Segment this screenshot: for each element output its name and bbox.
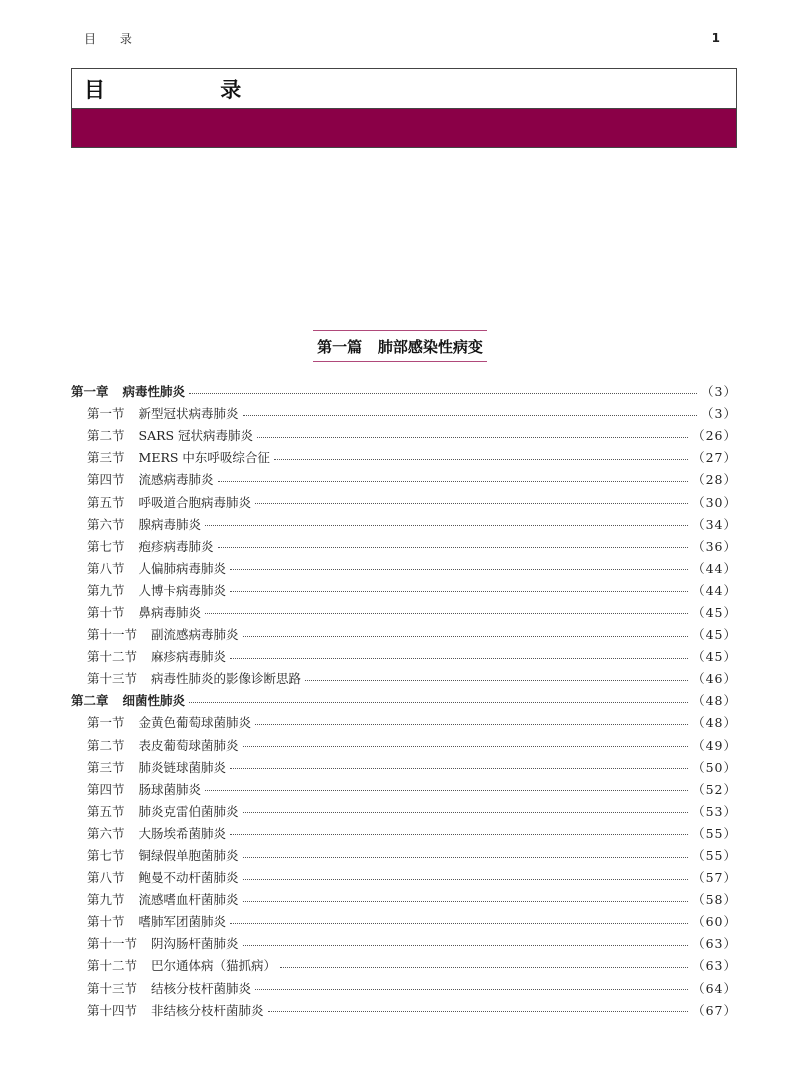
dot-leader bbox=[189, 393, 697, 394]
toc-entry-title: 流感病毒肺炎 bbox=[138, 472, 214, 488]
toc-entry-page: （63） bbox=[692, 958, 737, 974]
toc-entry-title: 病毒性肺炎 bbox=[122, 384, 186, 400]
toc-entry-number: 第一章 bbox=[71, 384, 109, 400]
toc-section-entry[interactable] bbox=[71, 468, 737, 490]
dot-leader bbox=[243, 812, 689, 813]
toc-entry-title: 呼吸道合胞病毒肺炎 bbox=[138, 494, 252, 510]
toc-entry-title: 细菌性肺炎 bbox=[122, 693, 186, 709]
title-row bbox=[72, 69, 736, 109]
part-heading bbox=[0, 330, 800, 362]
toc-entry-title: 巴尔通体病（猫抓病） bbox=[151, 958, 277, 974]
toc-entry-number: 第十二节 bbox=[87, 958, 138, 974]
toc-entry-title: 肺炎克雷伯菌肺炎 bbox=[138, 803, 239, 819]
toc-entry-page: （3） bbox=[701, 384, 737, 400]
toc-entry-page: （50） bbox=[692, 759, 737, 775]
dot-leader bbox=[243, 636, 689, 637]
toc-entry-number: 第三节 bbox=[87, 759, 125, 775]
toc-entry-title: 病毒性肺炎的影像诊断思路 bbox=[151, 671, 302, 687]
toc-chapter-entry[interactable] bbox=[71, 380, 737, 402]
toc-entry-number: 第六节 bbox=[87, 516, 125, 532]
toc-entry-title: 疱疹病毒肺炎 bbox=[138, 538, 214, 554]
dot-leader bbox=[255, 989, 688, 990]
dot-leader bbox=[218, 481, 689, 482]
toc-section-entry[interactable] bbox=[71, 954, 737, 976]
dot-leader bbox=[205, 790, 688, 791]
toc-section-entry[interactable] bbox=[71, 756, 737, 778]
toc-entry-page: （67） bbox=[692, 1002, 737, 1018]
toc-entry-page: （3） bbox=[701, 406, 737, 422]
toc-entry-title: 肺炎链球菌肺炎 bbox=[138, 759, 227, 775]
toc-entry-page: （46） bbox=[692, 671, 737, 687]
toc-entry-page: （60） bbox=[692, 914, 737, 930]
toc-entry-number: 第七节 bbox=[87, 538, 125, 554]
toc-entry-title: 麻疹病毒肺炎 bbox=[151, 649, 227, 665]
accent-bar bbox=[72, 109, 736, 147]
dot-leader bbox=[255, 503, 688, 504]
part-heading-box bbox=[313, 330, 487, 362]
toc-entry-number: 第十节 bbox=[87, 604, 125, 620]
toc-section-entry[interactable] bbox=[71, 623, 737, 645]
toc-section-entry[interactable] bbox=[71, 557, 737, 579]
toc-section-entry[interactable] bbox=[71, 645, 737, 667]
toc-section-entry[interactable] bbox=[71, 402, 737, 424]
toc-entry-number: 第一节 bbox=[87, 406, 125, 422]
toc-section-entry[interactable] bbox=[71, 778, 737, 800]
dot-leader bbox=[230, 768, 688, 769]
toc-entry-page: （44） bbox=[692, 560, 737, 576]
toc-entry-title: 非结核分枝杆菌肺炎 bbox=[151, 1002, 264, 1018]
toc-entry-page: （49） bbox=[692, 737, 737, 753]
dot-leader bbox=[230, 569, 688, 570]
toc-entry-title: SARS 冠状病毒肺炎 bbox=[138, 428, 254, 444]
toc-section-entry[interactable] bbox=[71, 711, 737, 733]
toc-entry-number: 第三节 bbox=[87, 450, 125, 466]
toc-entry-page: （27） bbox=[692, 450, 737, 466]
toc-entry-title: 大肠埃希菌肺炎 bbox=[138, 825, 227, 841]
toc-section-entry[interactable] bbox=[71, 513, 737, 535]
toc-entry-number: 第二章 bbox=[71, 693, 109, 709]
toc-section-entry[interactable] bbox=[71, 424, 737, 446]
toc-entry-title: 人偏肺病毒肺炎 bbox=[138, 560, 227, 576]
toc-entry-title: 腺病毒肺炎 bbox=[138, 516, 202, 532]
dot-leader bbox=[205, 613, 688, 614]
toc-entry-title: 副流感病毒肺炎 bbox=[151, 627, 239, 643]
toc-entry-page: （26） bbox=[692, 428, 737, 444]
toc-entry-number: 第四节 bbox=[87, 781, 125, 797]
dot-leader bbox=[243, 945, 689, 946]
toc-entry-page: （45） bbox=[692, 604, 737, 620]
toc-entry-number: 第十一节 bbox=[87, 936, 138, 952]
toc-entry-page: （45） bbox=[692, 649, 737, 665]
toc-entry-number: 第十三节 bbox=[87, 980, 138, 996]
toc-section-entry[interactable] bbox=[71, 446, 737, 468]
toc-entry-page: （48） bbox=[692, 715, 737, 731]
toc-section-entry[interactable] bbox=[71, 535, 737, 557]
toc-section-entry[interactable] bbox=[71, 822, 737, 844]
toc-entry-number: 第九节 bbox=[87, 892, 125, 908]
dot-leader bbox=[243, 415, 698, 416]
part-label: 第一篇 bbox=[317, 338, 363, 356]
dot-leader bbox=[257, 437, 688, 438]
toc-entry-page: （36） bbox=[692, 538, 737, 554]
toc-entry-number: 第八节 bbox=[87, 870, 125, 886]
dot-leader bbox=[243, 879, 689, 880]
page-title: 目 录 bbox=[84, 77, 296, 102]
dot-leader bbox=[274, 459, 688, 460]
toc-entry-number: 第十四节 bbox=[87, 1002, 138, 1018]
toc-entry-number: 第四节 bbox=[87, 472, 125, 488]
dot-leader bbox=[243, 901, 689, 902]
toc-entry-number: 第五节 bbox=[87, 803, 125, 819]
toc-entry-title: 肠球菌肺炎 bbox=[138, 781, 202, 797]
toc-entry-title: 铜绿假单胞菌肺炎 bbox=[138, 848, 239, 864]
toc-entry-number: 第二节 bbox=[87, 737, 125, 753]
toc-section-entry[interactable] bbox=[71, 866, 737, 888]
toc-section-entry[interactable] bbox=[71, 601, 737, 623]
toc-entry-page: （44） bbox=[692, 582, 737, 598]
toc-entry-title: 表皮葡萄球菌肺炎 bbox=[138, 737, 239, 753]
toc-entry-page: （53） bbox=[692, 803, 737, 819]
toc-entry-page: （58） bbox=[692, 892, 737, 908]
toc-entry-page: （45） bbox=[692, 627, 737, 643]
toc-section-entry[interactable] bbox=[71, 800, 737, 822]
toc-chapter-entry[interactable] bbox=[71, 689, 737, 711]
table-of-contents bbox=[71, 380, 737, 1021]
dot-leader bbox=[243, 746, 689, 747]
toc-section-entry[interactable] bbox=[71, 888, 737, 910]
dot-leader bbox=[230, 658, 688, 659]
toc-entry-title: 鼻病毒肺炎 bbox=[138, 604, 202, 620]
toc-entry-number: 第十三节 bbox=[87, 671, 138, 687]
toc-entry-number: 第七节 bbox=[87, 848, 125, 864]
toc-entry-number: 第一节 bbox=[87, 715, 125, 731]
toc-entry-title: 流感嗜血杆菌肺炎 bbox=[138, 892, 239, 908]
toc-entry-title: 金黄色葡萄球菌肺炎 bbox=[138, 715, 252, 731]
dot-leader bbox=[255, 724, 688, 725]
toc-section-entry[interactable] bbox=[71, 977, 737, 999]
title-banner bbox=[71, 68, 737, 148]
toc-entry-title: 人博卡病毒肺炎 bbox=[138, 582, 227, 598]
toc-section-entry[interactable] bbox=[71, 667, 737, 689]
toc-entry-page: （57） bbox=[692, 870, 737, 886]
dot-leader bbox=[268, 1011, 689, 1012]
dot-leader bbox=[243, 857, 689, 858]
toc-entry-title: 结核分枝杆菌肺炎 bbox=[151, 980, 252, 996]
toc-section-entry[interactable] bbox=[71, 932, 737, 954]
dot-leader bbox=[230, 923, 688, 924]
toc-section-entry[interactable] bbox=[71, 910, 737, 932]
toc-entry-number: 第六节 bbox=[87, 825, 125, 841]
toc-entry-page: （30） bbox=[692, 494, 737, 510]
toc-entry-title: 嗜肺军团菌肺炎 bbox=[138, 914, 227, 930]
running-head: 目 录 bbox=[84, 32, 142, 46]
toc-section-entry[interactable] bbox=[71, 734, 737, 756]
toc-entry-page: （34） bbox=[692, 516, 737, 532]
toc-section-entry[interactable] bbox=[71, 490, 737, 512]
toc-entry-number: 第八节 bbox=[87, 560, 125, 576]
toc-entry-number: 第九节 bbox=[87, 582, 125, 598]
dot-leader bbox=[189, 702, 688, 703]
toc-entry-title: MERS 中东呼吸综合征 bbox=[138, 450, 270, 466]
toc-entry-page: （63） bbox=[692, 936, 737, 952]
toc-entry-title: 阴沟肠杆菌肺炎 bbox=[151, 936, 239, 952]
toc-entry-page: （55） bbox=[692, 825, 737, 841]
toc-entry-page: （64） bbox=[692, 980, 737, 996]
page-number: 1 bbox=[711, 31, 720, 45]
toc-entry-page: （52） bbox=[692, 781, 737, 797]
dot-leader bbox=[230, 834, 688, 835]
toc-entry-number: 第五节 bbox=[87, 494, 125, 510]
dot-leader bbox=[305, 680, 688, 681]
toc-entry-page: （55） bbox=[692, 848, 737, 864]
toc-entry-number: 第十二节 bbox=[87, 649, 138, 665]
dot-leader bbox=[218, 547, 689, 548]
toc-entry-number: 第十一节 bbox=[87, 627, 138, 643]
toc-section-entry[interactable] bbox=[71, 579, 737, 601]
dot-leader bbox=[280, 967, 688, 968]
dot-leader bbox=[230, 591, 688, 592]
toc-section-entry[interactable] bbox=[71, 844, 737, 866]
toc-entry-page: （28） bbox=[692, 472, 737, 488]
toc-entry-title: 新型冠状病毒肺炎 bbox=[138, 406, 239, 422]
part-title: 肺部感染性病变 bbox=[377, 338, 483, 356]
toc-section-entry[interactable] bbox=[71, 999, 737, 1021]
dot-leader bbox=[205, 525, 688, 526]
toc-entry-title: 鲍曼不动杆菌肺炎 bbox=[138, 870, 239, 886]
toc-entry-page: （48） bbox=[692, 693, 737, 709]
toc-entry-number: 第十节 bbox=[87, 914, 125, 930]
toc-entry-number: 第二节 bbox=[87, 428, 125, 444]
